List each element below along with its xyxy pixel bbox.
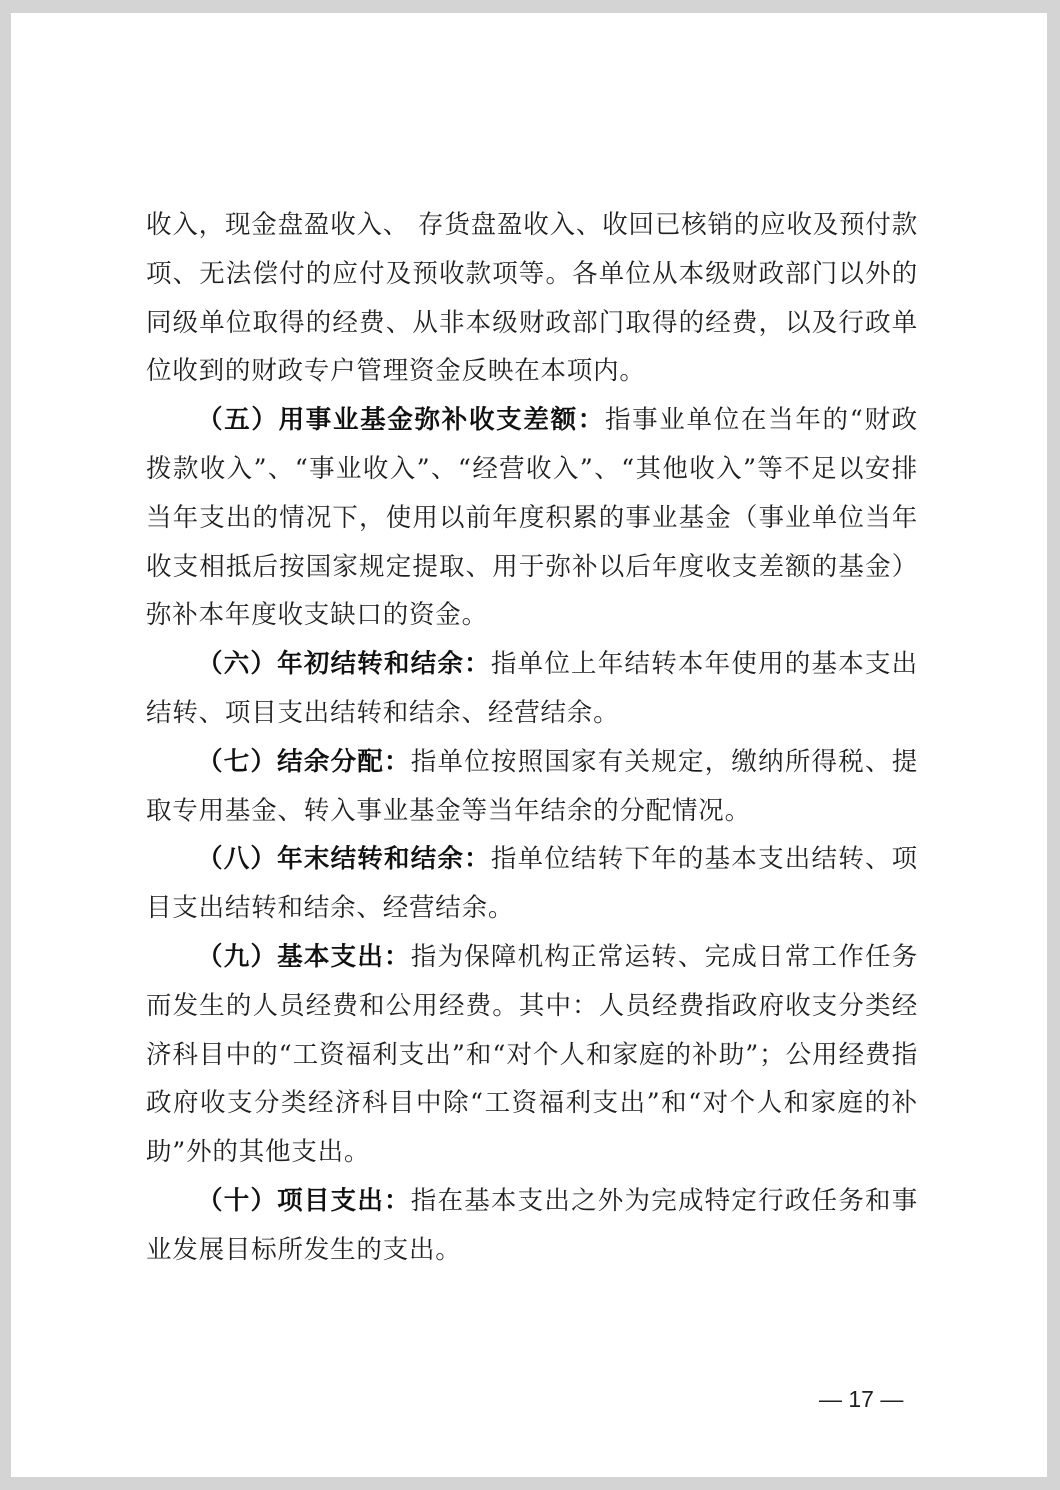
paragraph-item-8 bbox=[146, 835, 918, 933]
paragraph-text: 指单位上年结转本年使用的基本支出结转、项目支出结转和结余、经营结余。 bbox=[146, 649, 918, 728]
paragraph-item-10 bbox=[146, 1177, 918, 1275]
paragraph-item-9 bbox=[146, 933, 918, 1177]
paragraph-income-continued bbox=[146, 201, 918, 396]
paragraph-item-7 bbox=[146, 738, 918, 836]
paragraph-heading: （六）年初结转和结余： bbox=[197, 649, 491, 680]
paragraph-heading: （九）基本支出： bbox=[197, 941, 411, 972]
document-body bbox=[146, 201, 918, 1275]
paragraph-heading: （七）结余分配： bbox=[197, 746, 411, 777]
paragraph-text: 指为保障机构正常运转、完成日常工作任务而发生的人员经费和公用经费。其中：人员经费指政府收支分类经济科目中的“工资福利支出”和“对个人和家庭的补助”；公用经费指政府收支分类经济科目中除“工资福利支出”和“对个人和家庭的补助”外的其他支出。 bbox=[146, 941, 919, 1168]
paragraph-text: 收入，现金盘盈收入、 存货盘盈收入、收回已核销的应收及预付款项、无法偿付的应付及预收款项等。各单位从本级财政部门以外的同级单位取得的经费、从非本级财政部门取得的经费，以及行政单位收到的财政专户管理资金反映在本项内。 bbox=[146, 210, 918, 387]
page-number: — 17 — bbox=[819, 1386, 904, 1412]
document-page bbox=[11, 13, 1047, 1477]
paragraph-heading: （十）项目支出： bbox=[197, 1185, 411, 1216]
paragraph-text: 指在基本支出之外为完成特定行政任务和事业发展目标所发生的支出。 bbox=[146, 1185, 919, 1265]
paragraph-text: 指单位按照国家有关规定，缴纳所得税、提取专用基金、转入事业基金等当年结余的分配情况。 bbox=[146, 746, 919, 826]
paragraph-heading: （八）年末结转和结余： bbox=[197, 844, 491, 875]
paragraph-item-5 bbox=[146, 396, 918, 640]
paragraph-text: 指单位结转下年的基本支出结转、项目支出结转和结余、经营结余。 bbox=[146, 844, 918, 924]
paragraph-text: 指事业单位在当年的“财政拨款收入”、“事业收入”、“经营收入”、“其他收入”等不足以安排当年支出的情况下，使用以前年度积累的事业基金（事业单位当年收支相抵后按国家规定提取、用于弥补以后年度收支差额的基金）弥补本年度收支缺口的资金。 bbox=[146, 405, 918, 631]
paragraph-item-6 bbox=[146, 640, 918, 738]
paragraph-heading: （五）用事业基金弥补收支差额： bbox=[197, 405, 605, 436]
